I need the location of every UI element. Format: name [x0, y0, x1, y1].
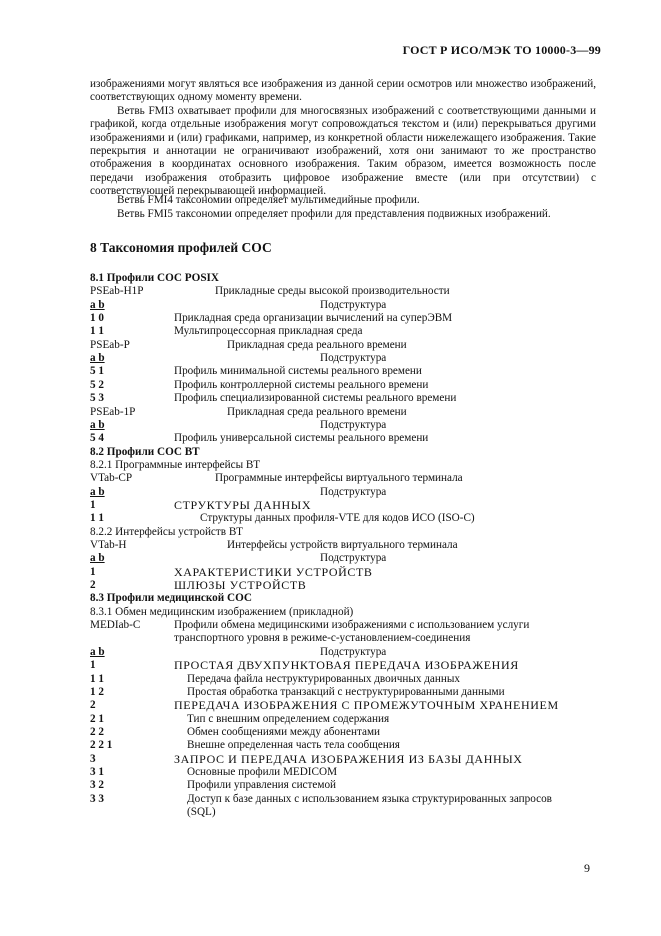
taxonomy-code: 1 [90, 565, 96, 578]
taxonomy-code: a b [90, 352, 105, 365]
taxonomy-code: VTab-H [90, 539, 127, 551]
taxonomy-text: Профили управления системой [187, 779, 337, 792]
taxonomy-text: Тип с внешним определением содержания [187, 712, 390, 725]
taxonomy-text: Профили обмена медицинскими изображениями с использованием услуги [174, 619, 530, 632]
taxonomy-code: 3 1 [90, 765, 104, 778]
taxonomy-text: Мультипроцессорная прикладная среда [174, 325, 363, 338]
taxonomy-code: PSEab-P [90, 338, 130, 351]
taxonomy-code: PSEab-H1P [90, 285, 144, 298]
taxonomy-text: ПРОСТАЯ ДВУХПУНКТОВАЯ ПЕРЕДАЧА ИЗОБРАЖЕНИЯ [174, 658, 519, 673]
paragraph: изображениями могут являться все изображения из данной серии осмотров или множество изображений, соответствующих одному моменту времени. [90, 78, 596, 104]
taxonomy-code: 5 3 [90, 392, 104, 405]
taxonomy-code: 8.3 Профили медицинской СОС [90, 592, 252, 605]
paragraph: Ветвь FMI4 таксономии определяет мультимедийные профили. [117, 194, 420, 206]
taxonomy-text: Передача файла неструктурированных двоичных данных [187, 672, 460, 685]
taxonomy-code: a b [90, 418, 105, 431]
taxonomy-text: (SQL) [187, 806, 216, 818]
taxonomy-code: 1 [90, 498, 96, 511]
taxonomy-code: 2 [90, 579, 96, 592]
taxonomy-code: 8.3.1 Обмен медицинским изображением (прикладной) [90, 605, 354, 618]
taxonomy-text: Основные профили MEDICOM [187, 765, 338, 778]
taxonomy-code: a b [90, 645, 105, 658]
taxonomy-text: Простая обработка транзакций с неструктурированными данными [187, 685, 505, 698]
taxonomy-code: 1 1 [90, 325, 104, 338]
taxonomy-code: 1 [90, 659, 96, 672]
taxonomy-text: Подструктура [320, 485, 387, 498]
taxonomy-code: 5 4 [90, 432, 104, 445]
taxonomy-text: ХАРАКТЕРИСТИКИ УСТРОЙСТВ [174, 564, 373, 579]
taxonomy-text: Профиль контроллерной системы реального времени [174, 378, 429, 391]
paragraph: Ветвь FMI3 охватывает профили для многосвязных изображений с соответствующими данными и графикой, когда отдельные изображения могут сопровождаться текстом и (или) перекрываться другими изображениями и (или) графиками, например, из конкретной области нижележащего изображения. Такие перекрытия и аннотации не ограничивают изображений, хотя они занимают то же пространство отображения в координатах основного изображения. Таким образом, имеется возможность после передачи изображения отобразить цифровое изображение вместе (или при отсутствии) с соответствующей перекрывающей информацией. [90, 105, 596, 198]
taxonomy-text: Прикладные среды высокой производительности [215, 285, 450, 298]
taxonomy-text: транспортного уровня в режиме-с-установлением-соединения [174, 632, 471, 645]
taxonomy-text: Подструктура [320, 352, 387, 365]
taxonomy-code: 3 2 [90, 779, 104, 792]
taxonomy-code: 5 2 [90, 378, 104, 391]
taxonomy-text: Профиль универсальной системы реального времени [174, 432, 429, 445]
taxonomy-text: Подструктура [320, 418, 387, 431]
taxonomy-code: 8.1 Профили СОС POSIX [90, 272, 219, 284]
taxonomy-text: Прикладная среда реального времени [227, 338, 407, 351]
taxonomy-text: Программные интерфейсы виртуального терминала [215, 472, 463, 485]
taxonomy-code: MEDIab-C [90, 619, 141, 632]
taxonomy-code: 1 1 [90, 512, 104, 525]
taxonomy-text: Обмен сообщениями между абонентами [187, 725, 381, 738]
taxonomy-text: Подструктура [320, 645, 387, 658]
taxonomy-code: a b [90, 552, 105, 565]
document-header: ГОСТ Р ИСО/МЭК ТО 10000-3—99 [402, 43, 601, 57]
page-number: 9 [584, 861, 590, 875]
taxonomy-code: 8.2 Профили СОС ВТ [90, 445, 200, 458]
taxonomy-code: 2 1 [90, 712, 104, 725]
taxonomy-code: 3 [90, 752, 96, 765]
taxonomy-code: VTab-CP [90, 472, 133, 485]
taxonomy-text: ЗАПРОС И ПЕРЕДАЧА ИЗОБРАЖЕНИЯ ИЗ БАЗЫ ДАННЫХ [174, 751, 523, 766]
taxonomy-code: 2 2 [90, 725, 104, 738]
taxonomy-code: PSEab-1P [90, 405, 136, 418]
taxonomy-text: Внешне определенная часть тела сообщения [187, 739, 400, 752]
taxonomy-code: 8.2.2 Интерфейсы устройств ВТ [90, 525, 244, 538]
taxonomy-code: 1 1 [90, 672, 104, 685]
taxonomy-code: a b [90, 298, 105, 311]
taxonomy-text: Профиль специализированной системы реального времени [174, 392, 457, 405]
section-title: 8 Таксономия профилей СОС [90, 240, 272, 255]
taxonomy-text: Прикладная среда организации вычислений на суперЭВМ [174, 312, 453, 325]
taxonomy-code: 3 3 [90, 792, 104, 805]
taxonomy-code: 1 2 [90, 685, 104, 698]
taxonomy-code: 2 2 1 [90, 739, 113, 752]
taxonomy-code: 5 1 [90, 365, 104, 378]
taxonomy-code: 2 [90, 699, 96, 712]
taxonomy-text: Доступ к базе данных с использованием языка структурированных запросов [187, 792, 552, 805]
taxonomy-code: 8.2.1 Программные интерфейсы ВТ [90, 458, 261, 471]
taxonomy-code: 1 0 [90, 312, 104, 325]
taxonomy-text: Подструктура [320, 298, 387, 311]
paragraph: Ветвь FMI5 таксономии определяет профили для представления подвижных изображений. [117, 208, 551, 220]
taxonomy-text: Интерфейсы устройств виртуального терминала [227, 539, 458, 551]
taxonomy-text: ПЕРЕДАЧА ИЗОБРАЖЕНИЯ С ПРОМЕЖУТОЧНЫМ ХРАНЕНИЕМ [174, 698, 559, 713]
taxonomy-code: a b [90, 485, 105, 498]
taxonomy-text: Структуры данных профиля-VTE для кодов ИСО (ISO-C) [200, 512, 475, 525]
taxonomy-text: СТРУКТУРЫ ДАННЫХ [174, 497, 312, 512]
taxonomy-text: ШЛЮЗЫ УСТРОЙСТВ [174, 578, 307, 593]
taxonomy-text: Подструктура [320, 552, 387, 565]
taxonomy-text: Профиль минимальной системы реального времени [174, 365, 422, 378]
taxonomy-text: Прикладная среда реального времени [227, 405, 407, 418]
